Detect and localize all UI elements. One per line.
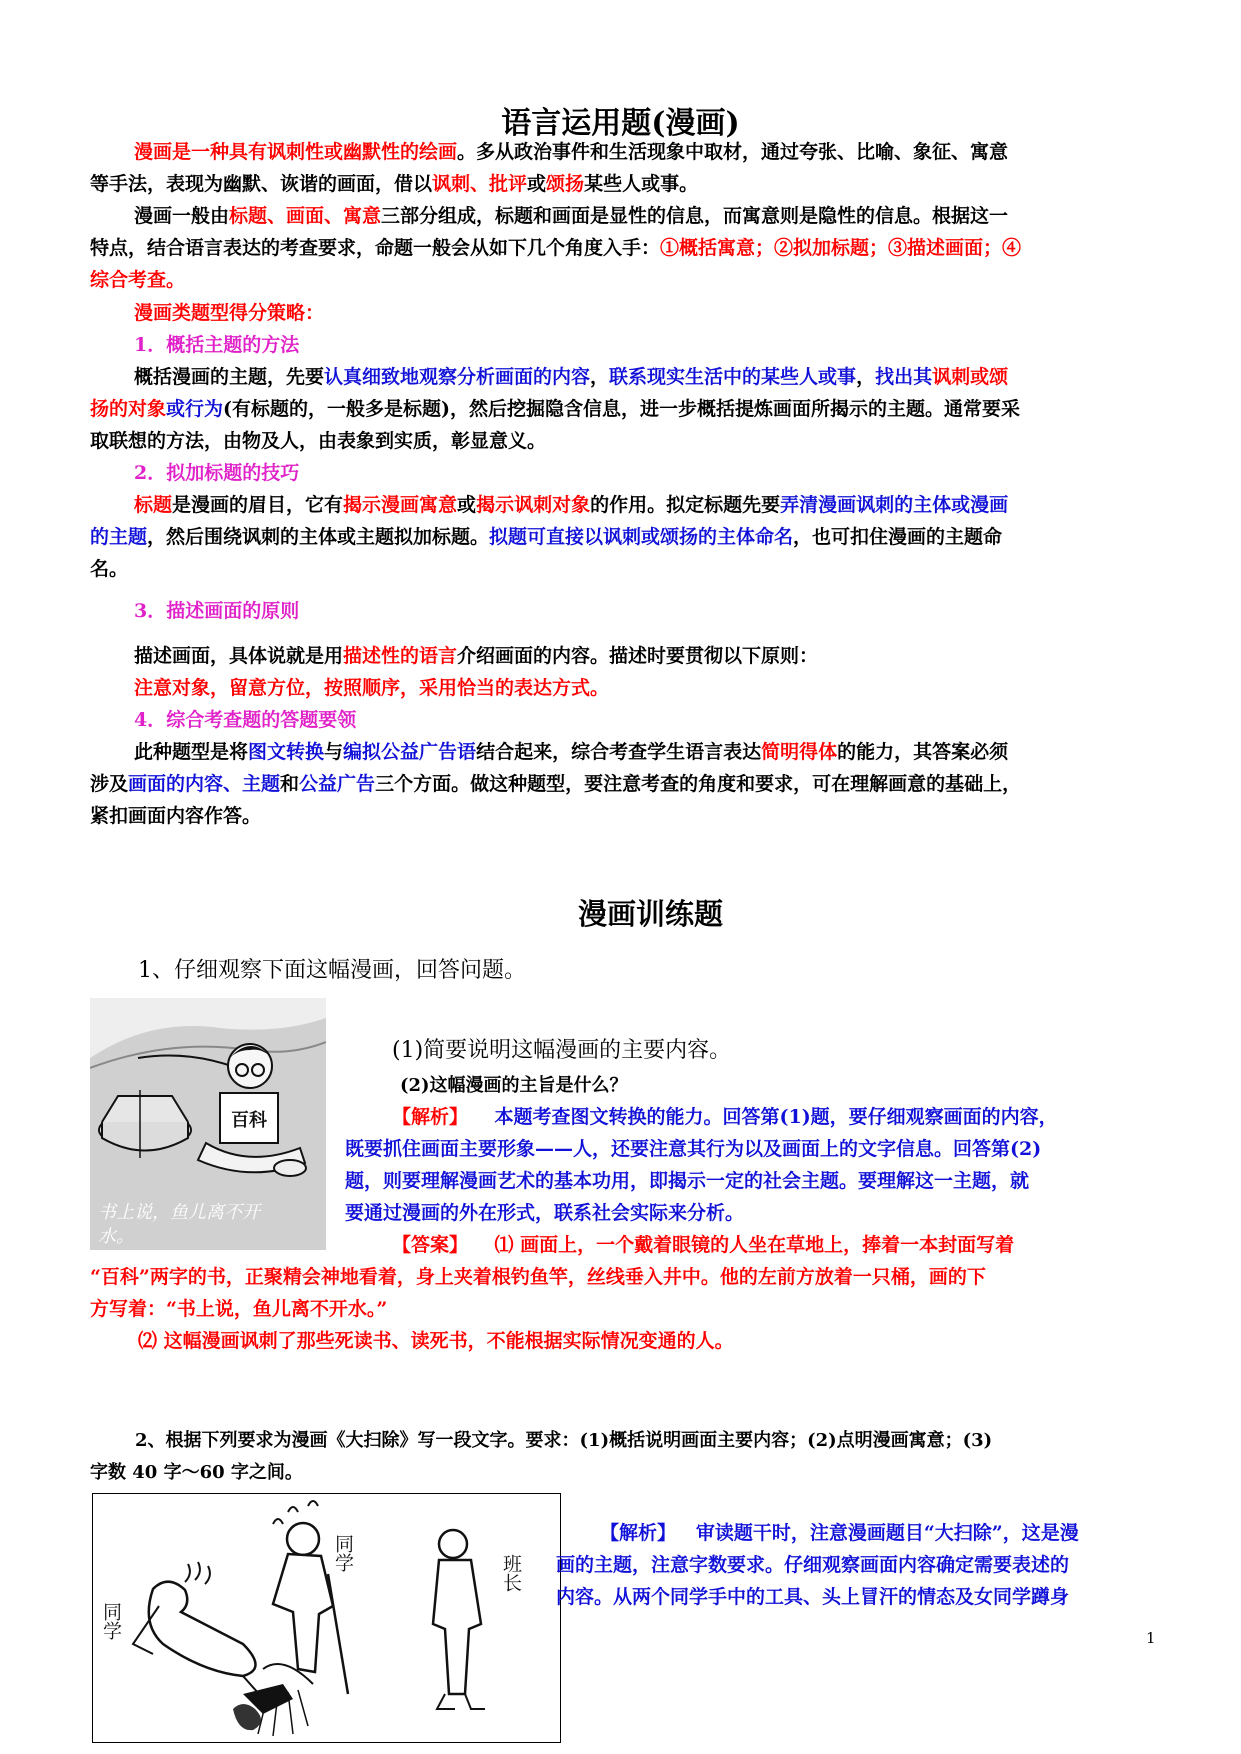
analysis-line	[392, 1101, 1152, 1133]
sub-question: (2)这幅漫画的主旨是什么？	[400, 1075, 628, 1096]
analysis-line: 画的主题，注意字数要求。仔细观察画面内容确定需要表述的	[556, 1554, 1070, 1576]
answer-line	[392, 1229, 1152, 1261]
text-segment: 描述性的语言	[343, 645, 458, 667]
text-segment: 的主题	[90, 526, 148, 548]
text-segment: 标题、画面、寓意	[229, 205, 382, 227]
body-line	[90, 736, 1204, 768]
text-segment: 或	[457, 494, 477, 516]
text-segment: ，	[590, 366, 610, 388]
text-segment: 揭示漫画寓意	[343, 494, 458, 516]
text-segment: 编拟公益广告语	[343, 741, 477, 763]
text-segment: 扬的对象	[90, 398, 167, 420]
text-segment: 图文转换	[248, 741, 325, 763]
text-segment: 某些人或事。	[584, 173, 699, 195]
fishing-cartoon-drawing	[90, 998, 326, 1250]
text-segment: 等手法，表现为幽默、诙谐的画面，借以	[90, 173, 433, 195]
body-line	[90, 489, 1204, 521]
answer-tag: 【答案】	[392, 1234, 469, 1256]
text-segment: 概括漫画的主题，先要	[134, 366, 325, 388]
text-segment: 讽刺或颂	[932, 366, 1009, 388]
text-segment: 画面的内容、主题	[128, 773, 281, 795]
section-title: 漫画训练题	[577, 897, 723, 931]
section-heading: 1．概括主题的方法	[134, 334, 300, 356]
figure-label-left: 同学	[100, 1602, 122, 1640]
analysis-line: 既要抓住画面主要形象——人，还要注意其行为以及画面上的文字信息。回答第(2)	[345, 1138, 1042, 1160]
figure-label-right: 班长	[500, 1554, 522, 1592]
intro-line	[90, 136, 1204, 168]
analysis-line	[600, 1517, 1160, 1549]
sub-question: (1)简要说明这幅漫画的主要内容。	[392, 1038, 732, 1063]
question-prompt: 2、根据下列要求为漫画《大扫除》写一段文字。要求：(1)概括说明画面主要内容；(2)点明漫画寓意；(3)	[135, 1430, 993, 1451]
book-cover-text: 百科	[231, 1110, 267, 1131]
intro-line: 综合考查。	[90, 269, 186, 291]
section-heading: 2．拟加标题的技巧	[134, 462, 300, 484]
page-title: 语言运用题(漫画)	[501, 106, 740, 141]
analysis-tag: 【解析】	[392, 1106, 469, 1128]
answer-line: “百科”两字的书，正聚精会神地看着，身上夹着根钓鱼竿，丝线垂入井中。他的左前方放着一只桶，画的下	[90, 1266, 986, 1288]
text-segment: 联系现实生活中的某些人或事	[609, 366, 857, 388]
analysis-line: 题，则要理解漫画艺术的基本功用，即揭示一定的社会主题。要理解这一主题，就	[345, 1170, 1030, 1192]
text-segment: 审读题干时，注意漫画题目“大扫除”，这是漫	[695, 1522, 1079, 1544]
body-line	[90, 640, 1204, 672]
text-segment: 漫画是一种具有讽刺性或幽默性的绘画	[134, 141, 458, 163]
question-prompt: 字数 40 字～60 字之间。	[90, 1462, 303, 1483]
text-segment: 讽刺、批评	[432, 173, 528, 195]
text-segment: 的能力，其答案必须	[837, 741, 1009, 763]
text-segment: ，也可扣住漫画的主题命	[793, 526, 1003, 548]
text-segment: 认真细致地观察分析画面的内容	[324, 366, 591, 388]
text-segment: ①概括寓意；②拟加标题；③描述画面；④	[660, 237, 1022, 259]
text-segment: 涉及	[90, 773, 129, 795]
text-segment: 结合起来，综合考查学生语言表达	[476, 741, 762, 763]
body-line: 注意对象，留意方位，按照顺序，采用恰当的表达方式。	[134, 677, 610, 699]
text-segment: 是漫画的眉目，它有	[172, 494, 344, 516]
section-heading: 4．综合考查题的答题要领	[134, 709, 357, 731]
text-segment: 标题	[134, 494, 173, 516]
analysis-line: 内容。从两个同学手中的工具、头上冒汗的情态及女同学蹲身	[556, 1586, 1070, 1608]
text-segment: (有标题的，一般多是标题)，然后挖掘隐含信息，进一步概括提炼画面所揭示的主题。通常要采	[223, 398, 1021, 420]
cleaning-cartoon-image	[92, 1493, 561, 1743]
intro-line	[90, 168, 1160, 200]
analysis-line: 要通过漫画的外在形式，联系社会实际来分析。	[345, 1202, 745, 1224]
text-segment: 。多从政治事件和生活现象中取材，通过夸张、比喻、象征、寓意	[457, 141, 1009, 163]
text-segment: 和	[280, 773, 300, 795]
page-number: 1	[1146, 1629, 1156, 1647]
fishing-cartoon-image	[90, 998, 326, 1250]
analysis-tag: 【解析】	[600, 1522, 677, 1544]
cartoon-caption: 水。	[98, 1226, 134, 1247]
text-segment: 揭示讽刺对象	[476, 494, 591, 516]
body-line: 紧扣画面内容作答。	[90, 805, 262, 827]
section-heading: 3．描述画面的原则	[134, 600, 300, 622]
text-segment: 的作用。拟定标题先要	[590, 494, 781, 516]
text-segment: 描述画面，具体说就是用	[134, 645, 344, 667]
text-segment: 颂扬	[546, 173, 585, 195]
text-segment: ，	[856, 366, 876, 388]
answer-line: 方写着：“书上说，鱼儿离不开水。”	[90, 1298, 388, 1320]
body-line: 取联想的方法，由物及人，由表象到实质，彰显意义。	[90, 430, 547, 452]
strategy-heading: 漫画类题型得分策略：	[134, 302, 325, 324]
text-segment: 特点，结合语言表达的考查要求，命题一般会从如下几个角度入手：	[90, 237, 661, 259]
text-segment: 此种题型是将	[134, 741, 249, 763]
text-segment: 找出其	[875, 366, 933, 388]
body-line	[90, 361, 1204, 393]
text-segment: 与	[324, 741, 344, 763]
body-line	[90, 768, 1160, 800]
text-segment: 简明得体	[761, 741, 838, 763]
figure-label-mid: 同学	[332, 1534, 354, 1572]
body-line: 名。	[90, 558, 129, 580]
cartoon-caption: 书上说，鱼儿离不开	[98, 1202, 260, 1223]
text-segment: 公益广告	[299, 773, 376, 795]
intro-line	[90, 232, 1160, 264]
text-segment: 三部分组成，标题和画面是显性的信息，而寓意则是隐性的信息。根据这一	[381, 205, 1009, 227]
text-segment: 三个方面。做这种题型，要注意考查的角度和要求，可在理解画意的基础上，	[375, 773, 1022, 795]
answer-line: ⑵ 这幅漫画讽刺了那些死读书、读死书，不能根据实际情况变通的人。	[138, 1330, 734, 1352]
text-segment: 漫画一般由	[134, 205, 230, 227]
text-segment: 弄清漫画讽刺的主体或漫画	[780, 494, 1009, 516]
body-line	[90, 393, 1160, 425]
text-segment: 本题考查图文转换的能力。回答第(1)题，要仔细观察画面的内容，	[494, 1106, 1058, 1128]
text-segment: ，然后围绕讽刺的主体或主题拟加标题。	[147, 526, 490, 548]
text-segment: 拟题可直接以讽刺或颂扬的主体命名	[489, 526, 794, 548]
cleaning-cartoon-drawing	[93, 1494, 559, 1741]
text-segment: ⑴ 画面上，一个戴着眼镜的人坐在草地上，捧着一本封面写着	[494, 1234, 1015, 1256]
text-segment: 介绍画面的内容。描述时要贯彻以下原则：	[457, 645, 819, 667]
text-segment: 或行为	[166, 398, 224, 420]
body-line	[90, 521, 1160, 553]
text-segment: 或	[527, 173, 547, 195]
intro-line	[90, 200, 1204, 232]
question-prompt: 1、仔细观察下面这幅漫画，回答问题。	[138, 958, 526, 983]
